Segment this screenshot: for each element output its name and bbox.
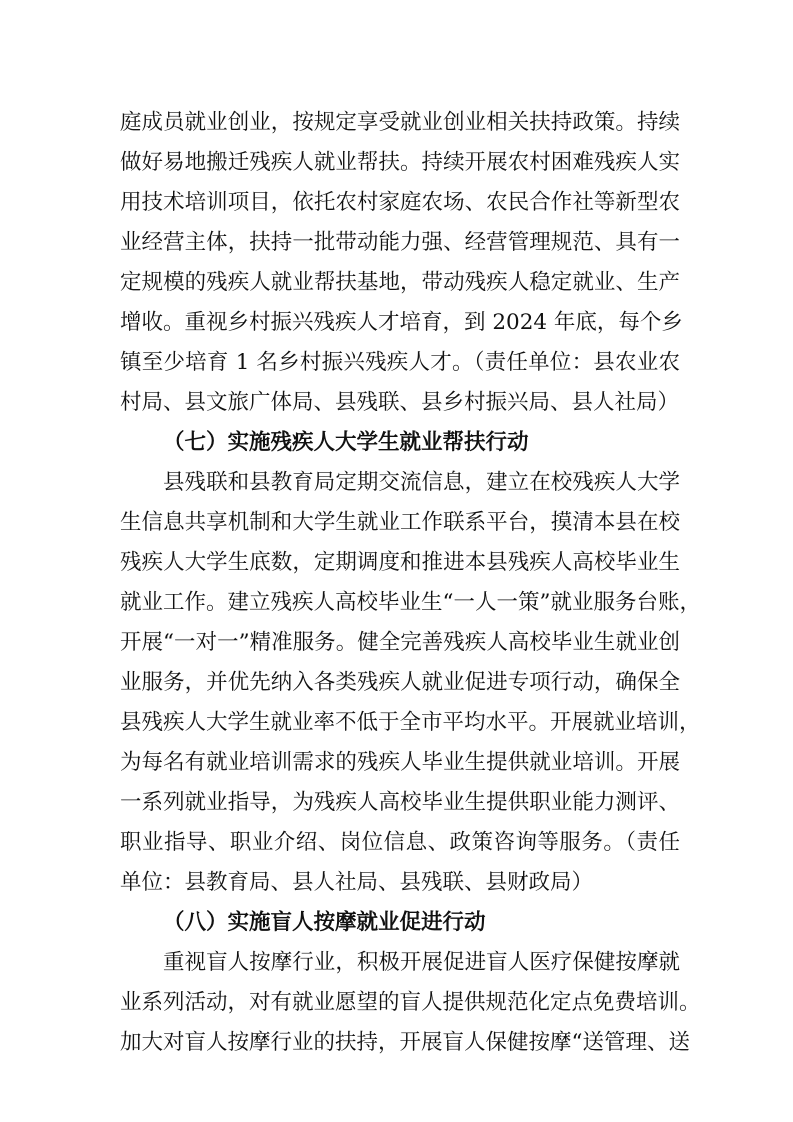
paragraph-line: 增收。重视乡村振兴残疾人才培育，到 2024 年底，每个乡: [120, 310, 683, 335]
paragraph-line: 定规模的残疾人就业帮扶基地，带动残疾人稳定就业、生产: [120, 270, 680, 295]
paragraph-line: 重视盲人按摩行业，积极开展促进盲人医疗保健按摩就: [163, 950, 680, 975]
section-heading-7: （七）实施残疾人大学生就业帮扶行动: [163, 430, 529, 455]
paragraph-line: 职业指导、职业介绍、岗位信息、政策咨询等服务。（责任: [120, 830, 680, 855]
paragraph-line: 一系列就业指导，为残疾人高校毕业生提供职业能力测评、: [120, 790, 680, 815]
paragraph-line: 残疾人大学生底数，定期调度和推进本县残疾人高校毕业生: [120, 550, 680, 575]
paragraph-line: 村局、县文旅广体局、县残联、县乡村振兴局、县人社局）: [120, 390, 680, 415]
paragraph-line: 县残疾人大学生就业率不低于全市平均水平。开展就业培训，: [120, 710, 701, 735]
paragraph-line: 业服务，并优先纳入各类残疾人就业促进专项行动，确保全: [120, 670, 680, 695]
paragraph-line: 县残联和县教育局定期交流信息，建立在校残疾人大学: [163, 470, 680, 495]
paragraph-line: 就业工作。建立残疾人高校毕业生“一人一策”就业服务台账，: [120, 590, 701, 615]
paragraph-line: 开展“一对一”精准服务。健全完善残疾人高校毕业生就业创: [120, 630, 680, 655]
paragraph-line: 加大对盲人按摩行业的扶持，开展盲人保健按摩“送管理、送: [120, 1030, 690, 1055]
paragraph-line: 为每名有就业培训需求的残疾人毕业生提供就业培训。开展: [120, 750, 680, 775]
section-heading-8: （八）实施盲人按摩就业促进行动: [163, 910, 486, 935]
paragraph-line: 生信息共享机制和大学生就业工作联系平台，摸清本县在校: [120, 510, 680, 535]
paragraph-line: 单位：县教育局、县人社局、县残联、县财政局）: [120, 870, 594, 895]
paragraph-line: 做好易地搬迁残疾人就业帮扶。持续开展农村困难残疾人实: [120, 150, 680, 175]
paragraph-line: 镇至少培育 1 名乡村振兴残疾人才。（责任单位：县农业农: [120, 350, 680, 375]
paragraph-line: 业经营主体，扶持一批带动能力强、经营管理规范、具有一: [120, 230, 680, 255]
paragraph-line: 业系列活动，对有就业愿望的盲人提供规范化定点免费培训。: [120, 990, 701, 1015]
paragraph-line: 庭成员就业创业，按规定享受就业创业相关扶持政策。持续: [120, 110, 680, 135]
paragraph-line: 用技术培训项目，依托农村家庭农场、农民合作社等新型农: [120, 190, 680, 215]
